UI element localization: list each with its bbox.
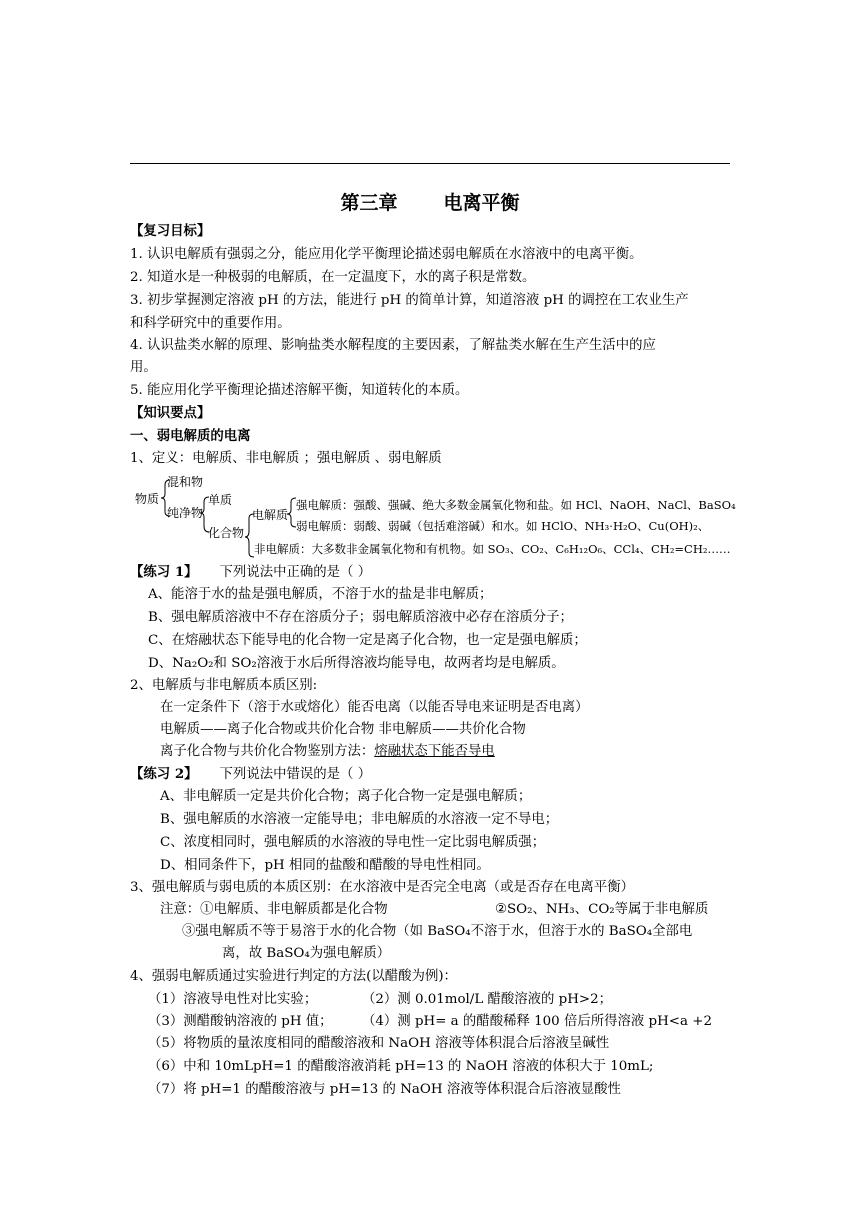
tree-mixture: 混和物 bbox=[167, 475, 204, 489]
exercise-question: 下列说法中正确的是（ ） bbox=[219, 565, 372, 580]
tree-weak-electrolyte: 弱电解质：弱酸、弱碱（包括难溶碱）和水。如 HClO、NH₃·H₂O、Cu(OH)₂、 bbox=[296, 519, 710, 533]
method-item: （3）测醋酸钠溶液的 pH 值； bbox=[148, 1014, 333, 1029]
point-3-note-a: 注意：①电解质、非电解质都是化合物 bbox=[160, 902, 388, 917]
goal-line: 和科学研究中的重要作用。 bbox=[130, 316, 291, 331]
exercise-option: A、能溶于水的盐是强电解质，不溶于水的盐是非电解质； bbox=[148, 587, 493, 602]
point-3-note-c: ③强电解质不等于易溶于水的化合物（如 BaSO₄不溶于水，但溶于水的 BaSO₄全部电 bbox=[182, 924, 693, 939]
method-item: （1）溶液导电性对比实验； bbox=[148, 992, 318, 1007]
point-3-note-c-cont: 离，故 BaSO₄为强电解质） bbox=[222, 946, 391, 961]
exercise-option: D、Na₂O₂和 SO₂溶液于水后所得溶液均能导电，故两者均是电解质。 bbox=[148, 656, 565, 671]
tree-pure: 纯净物 bbox=[167, 506, 204, 520]
exercise-option: D、相同条件下，pH 相同的盐酸和醋酸的导电性相同。 bbox=[160, 858, 490, 873]
point-2-line: 电解质——离子化合物或共价化合物 非电解质——共价化合物 bbox=[160, 722, 526, 737]
tree-root: 物质 bbox=[135, 492, 160, 506]
method-item: （6）中和 10mLpH=1 的醋酸溶液消耗 pH=13 的 NaOH 溶液的体积大于 10mL; bbox=[148, 1059, 654, 1074]
point-3-note-b: ②SO₂、NH₃、CO₂等属于非电解质 bbox=[495, 902, 709, 917]
method-item: （4）测 pH= a 的醋酸稀释 100 倍后所得溶液 pH<a +2 bbox=[362, 1014, 712, 1029]
goal-line: 5. 能应用化学平衡理论描述溶解平衡，知道转化的本质。 bbox=[130, 383, 469, 398]
point-2-heading: 2、电解质与非电解质本质区别: bbox=[130, 678, 318, 693]
knowledge-heading: 【知识要点】 bbox=[130, 405, 211, 421]
exercise-2-header bbox=[130, 765, 371, 784]
method-item: （5）将物质的量浓度相同的醋酸溶液和 NaOH 溶液等体积混合后溶液呈碱性 bbox=[148, 1036, 610, 1051]
definition-line: 1、定义：电解质、非电解质 ；强电解质 、弱电解质 bbox=[130, 451, 442, 466]
method-item: （2）测 0.01mol/L 醋酸溶液的 pH>2； bbox=[362, 992, 613, 1007]
method-item: （7）将 pH=1 的醋酸溶液与 pH=13 的 NaOH 溶液等体积混合后溶液显酸性 bbox=[148, 1082, 621, 1097]
method-label: 离子化合物与共价化合物鉴别方法： bbox=[160, 744, 375, 759]
chapter-number: 第三章 bbox=[340, 192, 398, 214]
exercise-option: C、在熔融状态下能导电的化合物一定是离子化合物，也一定是强电解质； bbox=[148, 633, 587, 648]
tree-nonelectrolyte: 非电解质：大多数非金属氧化物和有机物。如 SO₃、CO₂、C₆H₁₂O₆、CCl₄、CH₂=CH₂…… bbox=[254, 542, 731, 556]
goal-line: 3. 初步掌握测定溶液 pH 的方法，能进行 pH 的简单计算，知道溶液 pH 的调控在工农业生产 bbox=[130, 293, 689, 308]
tree-strong-electrolyte: 强电解质：强酸、强碱、绝大多数金属氧化物和盐。如 HCl、NaOH、NaCl、BaSO₄ bbox=[296, 498, 736, 512]
point-3-heading: 3、强电解质与弱电质的本质区别：在水溶液中是否完全电离（或是否存在电离平衡） bbox=[130, 880, 634, 895]
header-rule bbox=[130, 163, 730, 164]
point-4-heading: 4、强弱电解质通过实验进行判定的方法(以醋酸为例)： bbox=[130, 969, 457, 984]
exercise-question: 下列说法中错误的是（ ） bbox=[219, 767, 372, 782]
exercise-label: 【练习 2】 bbox=[130, 766, 198, 782]
goal-line: 2. 知道水是一种极弱的电解质，在一定温度下，水的离子积是常数。 bbox=[130, 270, 536, 285]
goal-line: 1. 认识电解质有强弱之分，能应用化学平衡理论描述弱电解质在水溶液中的电离平衡。 bbox=[130, 247, 643, 262]
exercise-option: C、浓度相同时，强电解质的水溶液的导电性一定比弱电解质强； bbox=[160, 835, 546, 850]
tree-compound: 化合物 bbox=[208, 526, 245, 540]
exercise-option: B、强电解质溶液中不存在溶质分子；弱电解质溶液中必存在溶质分子； bbox=[148, 610, 573, 625]
tree-electrolyte: 电解质 bbox=[252, 508, 289, 522]
goal-line: 用。 bbox=[130, 360, 157, 375]
point-2-line: 在一定条件下（溶于水或熔化）能否电离（以能否导电来证明是否电离） bbox=[160, 700, 589, 715]
chapter-name: 电离平衡 bbox=[443, 192, 520, 214]
chapter-title bbox=[0, 188, 860, 215]
exercise-option: B、强电解质的水溶液一定能导电；非电解质的水溶液一定不导电； bbox=[160, 812, 559, 827]
review-heading: 【复习目标】 bbox=[130, 223, 211, 239]
exercise-label: 【练习 1】 bbox=[130, 564, 198, 580]
point-2-method bbox=[160, 743, 495, 761]
method-value: 熔融状态下能否导电 bbox=[374, 744, 495, 759]
section-heading: 一、弱电解质的电离 bbox=[130, 428, 251, 444]
tree-element: 单质 bbox=[208, 493, 233, 507]
exercise-1-header bbox=[130, 563, 371, 582]
goal-line: 4. 认识盐类水解的原理、影响盐类水解程度的主要因素，了解盐类水解在生产生活中的应 bbox=[130, 338, 656, 353]
exercise-option: A、非电解质一定是共价化合物；离子化合物一定是强电解质； bbox=[160, 789, 532, 804]
